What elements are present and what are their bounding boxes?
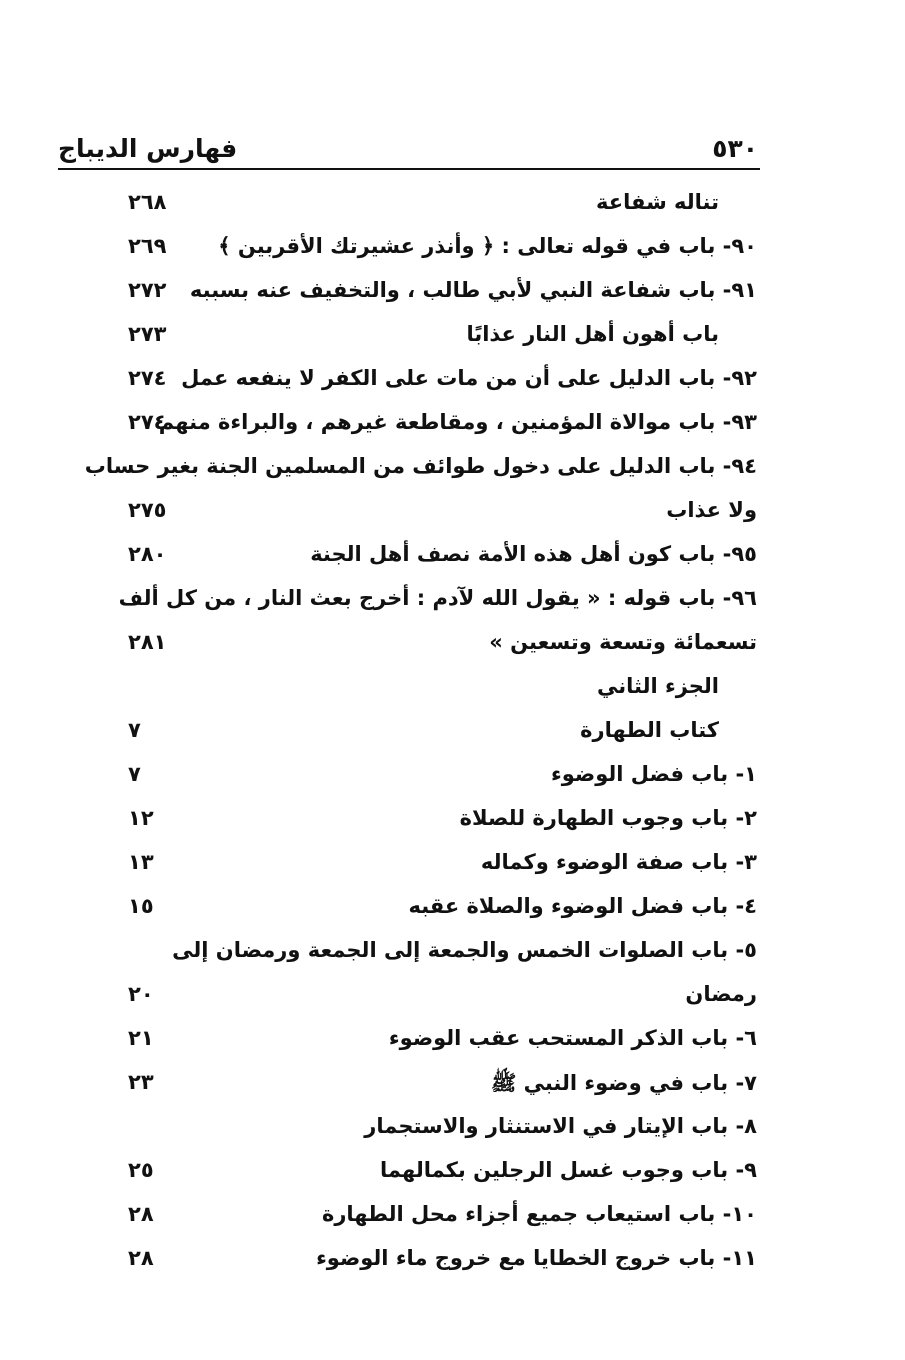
entry-title: ٩٠- باب في قوله تعالى : ﴿ وأنذر عشيرتك الأقربين ﴾	[218, 234, 757, 258]
entry-title: ٨- باب الإيتار في الاستنثار والاستجمار	[364, 1114, 757, 1138]
entry-page: ٢٨	[128, 1202, 154, 1226]
index-entry	[0, 230, 905, 274]
entry-page: ٢٧٤	[128, 366, 167, 390]
index-entry	[0, 670, 905, 714]
entry-title: ٩٣- باب موالاة المؤمنين ، ومقاطعة غيرهم ، والبراءة منهم	[158, 410, 757, 434]
entry-title: ٩- باب وجوب غسل الرجلين بكمالهما	[380, 1158, 757, 1182]
entry-page: ٢٨٠	[128, 542, 167, 566]
entry-title: ٦- باب الذكر المستحب عقب الوضوء	[388, 1026, 757, 1050]
entry-page: ٢١	[128, 1026, 154, 1050]
entry-title: ٩٤- باب الدليل على دخول طوائف من المسلمين الجنة بغير حساب	[84, 454, 757, 478]
entry-title: الجزء الثاني	[596, 674, 719, 698]
entry-page: ٢٣	[128, 1070, 154, 1094]
index-entry	[0, 890, 905, 934]
entry-title: ٧- باب في وضوء النبي ﷺ	[490, 1071, 757, 1095]
index-entry	[0, 1066, 905, 1110]
entry-title: رمضان	[685, 982, 757, 1006]
index-entry	[0, 1242, 905, 1286]
entry-title: ٣- باب صفة الوضوء وكماله	[480, 850, 757, 874]
page-number: ٥٣٠	[712, 134, 758, 163]
entry-title: ١- باب فضل الوضوء	[551, 762, 757, 786]
entry-page: ٢٧٢	[128, 278, 167, 302]
entry-title: ٥- باب الصلوات الخمس والجمعة إلى الجمعة ورمضان إلى	[172, 938, 757, 962]
entry-title: ٩٢- باب الدليل على أن من مات على الكفر لا ينفعه عمل	[181, 366, 757, 390]
index-entry	[0, 318, 905, 362]
entry-page: ٢٨	[128, 1246, 154, 1270]
entry-title: ولا عذاب	[666, 498, 757, 522]
entry-page: ٢٧٣	[128, 322, 167, 346]
entry-page: ٢٧٥	[128, 498, 167, 522]
entry-page: ٧	[128, 718, 141, 742]
index-entry	[0, 450, 905, 494]
entry-title: تسعمائة وتسعة وتسعين »	[489, 630, 757, 654]
index-entry	[0, 1022, 905, 1066]
entry-title: ٤- باب فضل الوضوء والصلاة عقبه	[408, 894, 757, 918]
index-entry	[0, 978, 905, 1022]
entry-page: ٢٦٨	[128, 190, 167, 214]
entry-title: ٩٥- باب كون أهل هذه الأمة نصف أهل الجنة	[310, 542, 757, 566]
entry-page: ٢٦٩	[128, 234, 167, 258]
entry-title: ٢- باب وجوب الطهارة للصلاة	[459, 806, 757, 830]
index-entry	[0, 934, 905, 978]
entry-title: ٩٦- باب قوله : « يقول الله لآدم : أخرج بعث النار ، من كل ألف	[118, 586, 757, 610]
index-entry	[0, 758, 905, 802]
entry-title: باب أهون أهل النار عذابًا	[466, 322, 719, 346]
index-entry	[0, 494, 905, 538]
index-entry	[0, 626, 905, 670]
entry-page: ٢٨١	[128, 630, 167, 654]
entry-title: تناله شفاعة	[595, 190, 719, 214]
index-entry	[0, 1154, 905, 1198]
entry-page: ٢٥	[128, 1158, 154, 1182]
index-entry	[0, 406, 905, 450]
entry-title: ٩١- باب شفاعة النبي لأبي طالب ، والتخفيف عنه بسببه	[189, 278, 757, 302]
entry-title: ١١- باب خروج الخطايا مع خروج ماء الوضوء	[316, 1246, 757, 1270]
index-entry	[0, 802, 905, 846]
entry-page: ٢٠	[128, 982, 154, 1006]
entry-page: ١٥	[128, 894, 154, 918]
index-entry	[0, 362, 905, 406]
entry-title: كتاب الطهارة	[580, 718, 719, 742]
entry-page: ٢٧٤	[128, 410, 167, 434]
index-entry	[0, 538, 905, 582]
entry-page: ١٣	[128, 850, 154, 874]
index-entry	[0, 846, 905, 890]
index-entry	[0, 1198, 905, 1242]
header-title: فهارس الديباج	[58, 134, 238, 163]
entry-page: ٧	[128, 762, 141, 786]
index-entry	[0, 274, 905, 318]
index-entry	[0, 1110, 905, 1154]
entry-title: ١٠- باب استيعاب جميع أجزاء محل الطهارة	[321, 1202, 757, 1226]
index-entry	[0, 714, 905, 758]
index-entry	[0, 582, 905, 626]
index-entry	[0, 186, 905, 230]
entry-page: ١٢	[128, 806, 154, 830]
